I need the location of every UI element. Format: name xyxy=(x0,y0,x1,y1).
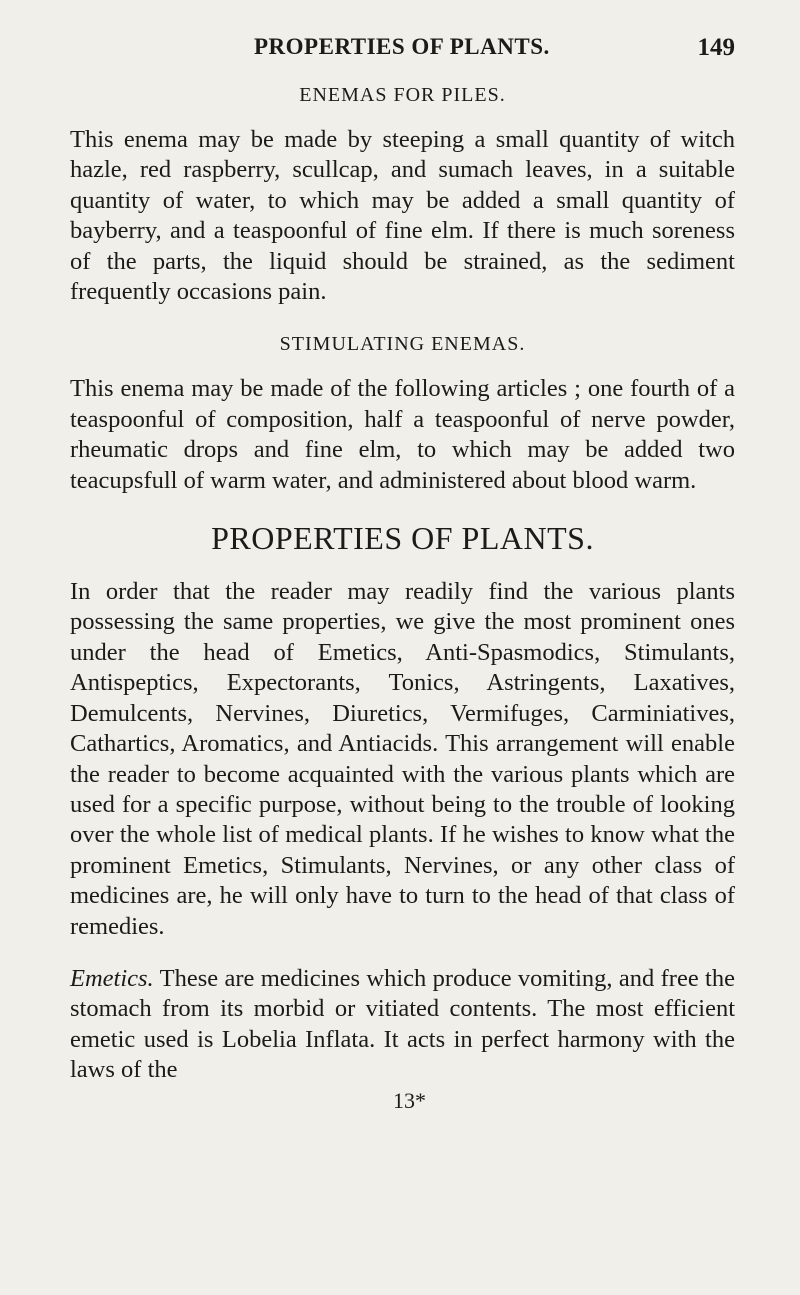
running-title: PROPERTIES OF PLANTS. xyxy=(254,34,550,59)
running-head xyxy=(70,30,735,78)
heading-enemas-for-piles: ENEMAS FOR PILES. xyxy=(299,84,506,106)
chapter-title-properties-of-plants: PROPERTIES OF PLANTS. xyxy=(211,520,594,557)
paragraph-emetics xyxy=(70,964,735,1086)
paragraph-stimulating-enemas: This enema may be made of the following articles ; one fourth of a teaspoonful of composition, half a teaspoonful of nerve powder, rheumatic drops and fine elm, to which may be added two teacupsfull of warm water, and administered about blood warm. xyxy=(70,375,735,494)
emetics-label: Emetics. xyxy=(70,964,154,992)
emetics-text: These are medicines which produce vomiting, and free the stomach from its morbid or vitiated contents. The most efficient emetic used is Lobelia Inflata. It acts in perfect harmony with the laws of the xyxy=(70,964,735,1084)
paragraph-enemas-for-piles: This enema may be made by steeping a small quantity of witch hazle, red raspberry, scullcap, and sumach leaves, in a suitable quantity of water, to which may be added a small quantity of bayberry, and a teaspoonful of fine elm. If there is much soreness of the parts, the liquid should be strained, as the sediment frequently occasions pain. xyxy=(70,126,735,306)
paragraph-properties-of-plants: In order that the reader may readily find the various plants possessing the same properties, we give the most prominent ones under the head of Emetics, Anti-Spasmodics, Stimulants, Antispeptics, Expectorants, Tonics, Astringents, Laxatives, Demulcents, Nervines, Diuretics, Vermifuges, Carminiatives, Cathartics, Aromatics, and Antiacids. This arrangement will enable the reader to become acquainted with the various plants which are used for a specific purpose, without being to the trouble of looking over the whole list of medical plants. If he wishes to know what the prominent Emetics, Stimulants, Nervines, or any other class of medicines are, he will only have to turn to the head of that class of remedies. xyxy=(70,578,735,940)
book-page xyxy=(70,30,735,1114)
signature-mark: 13* xyxy=(393,1087,426,1113)
heading-stimulating-enemas: STIMULATING ENEMAS. xyxy=(279,333,526,356)
page-number: 149 xyxy=(697,34,735,61)
